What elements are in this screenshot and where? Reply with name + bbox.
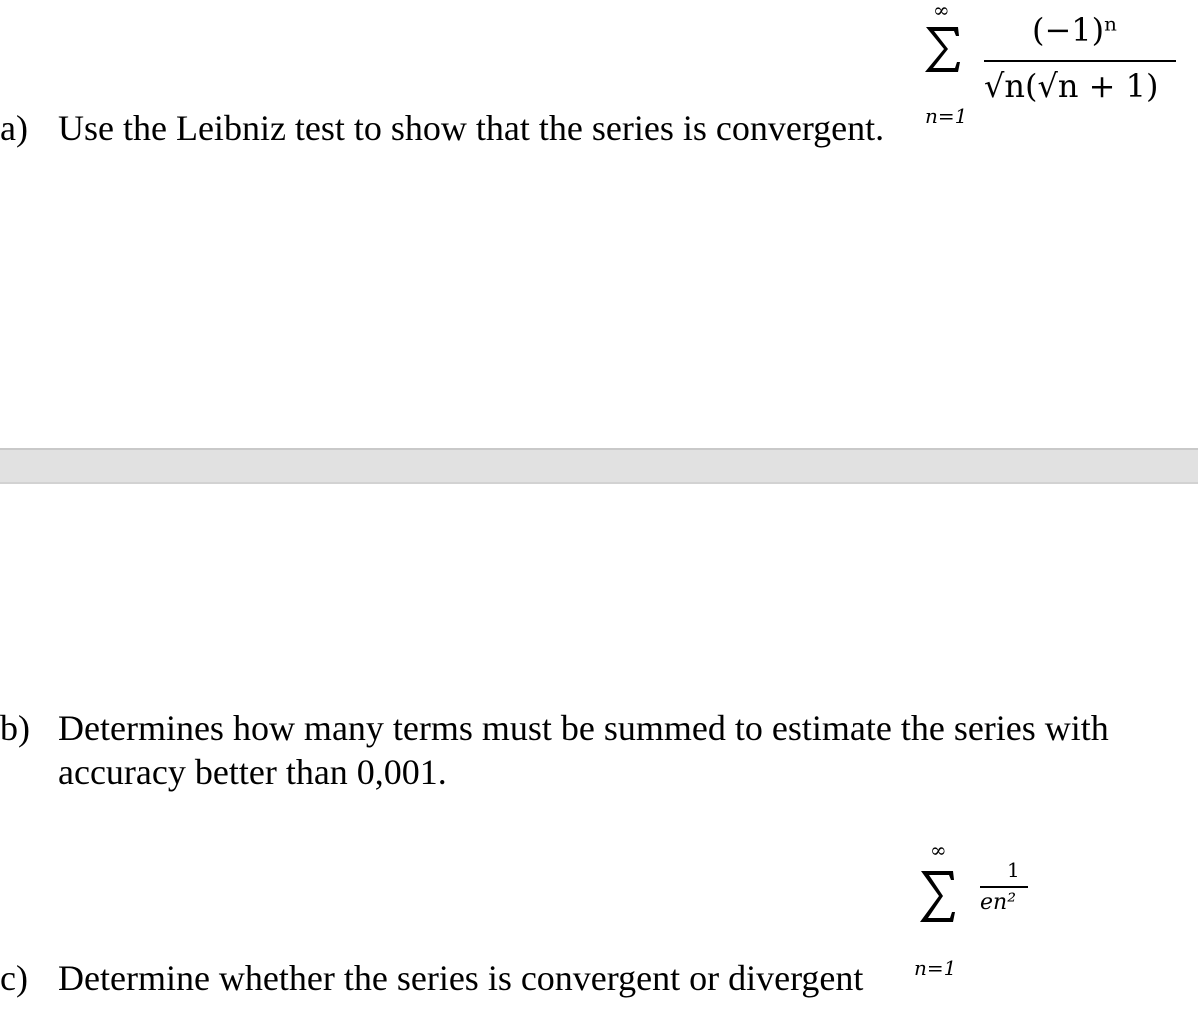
fraction-bar	[980, 886, 1028, 888]
fraction-numerator: (−1)ⁿ	[1032, 11, 1118, 49]
question-b-line1: Determines how many terms must be summed to estimate the series with	[58, 708, 1109, 748]
question-b-continuation	[58, 750, 447, 794]
sigma-symbol	[917, 868, 957, 924]
question-b-line2: accuracy better than 0,001.	[58, 752, 447, 792]
question-a	[0, 106, 884, 150]
question-a-label: a)	[0, 108, 28, 148]
sum-lower-limit: n=1	[925, 104, 968, 128]
question-c-text: Determine whether the series is convergent or divergent	[58, 958, 864, 998]
question-a-text: Use the Leibniz test to show that the series is convergent.	[58, 108, 885, 148]
sigma-symbol	[922, 24, 962, 74]
sum-upper-limit: ∞	[933, 0, 950, 22]
section-divider	[0, 448, 1198, 484]
question-c-label: c)	[0, 958, 28, 998]
question-c	[0, 956, 863, 1000]
question-b-label: b)	[0, 708, 30, 748]
fraction-denominator: √n(√n + 1)	[984, 67, 1159, 105]
fraction-bar	[984, 60, 1176, 62]
sum-lower-limit: n=1	[914, 956, 957, 980]
sum-upper-limit: ∞	[930, 838, 947, 862]
question-b	[0, 706, 1109, 750]
fraction-denominator: en²	[980, 890, 1017, 915]
fraction-numerator: 1	[1007, 858, 1020, 882]
